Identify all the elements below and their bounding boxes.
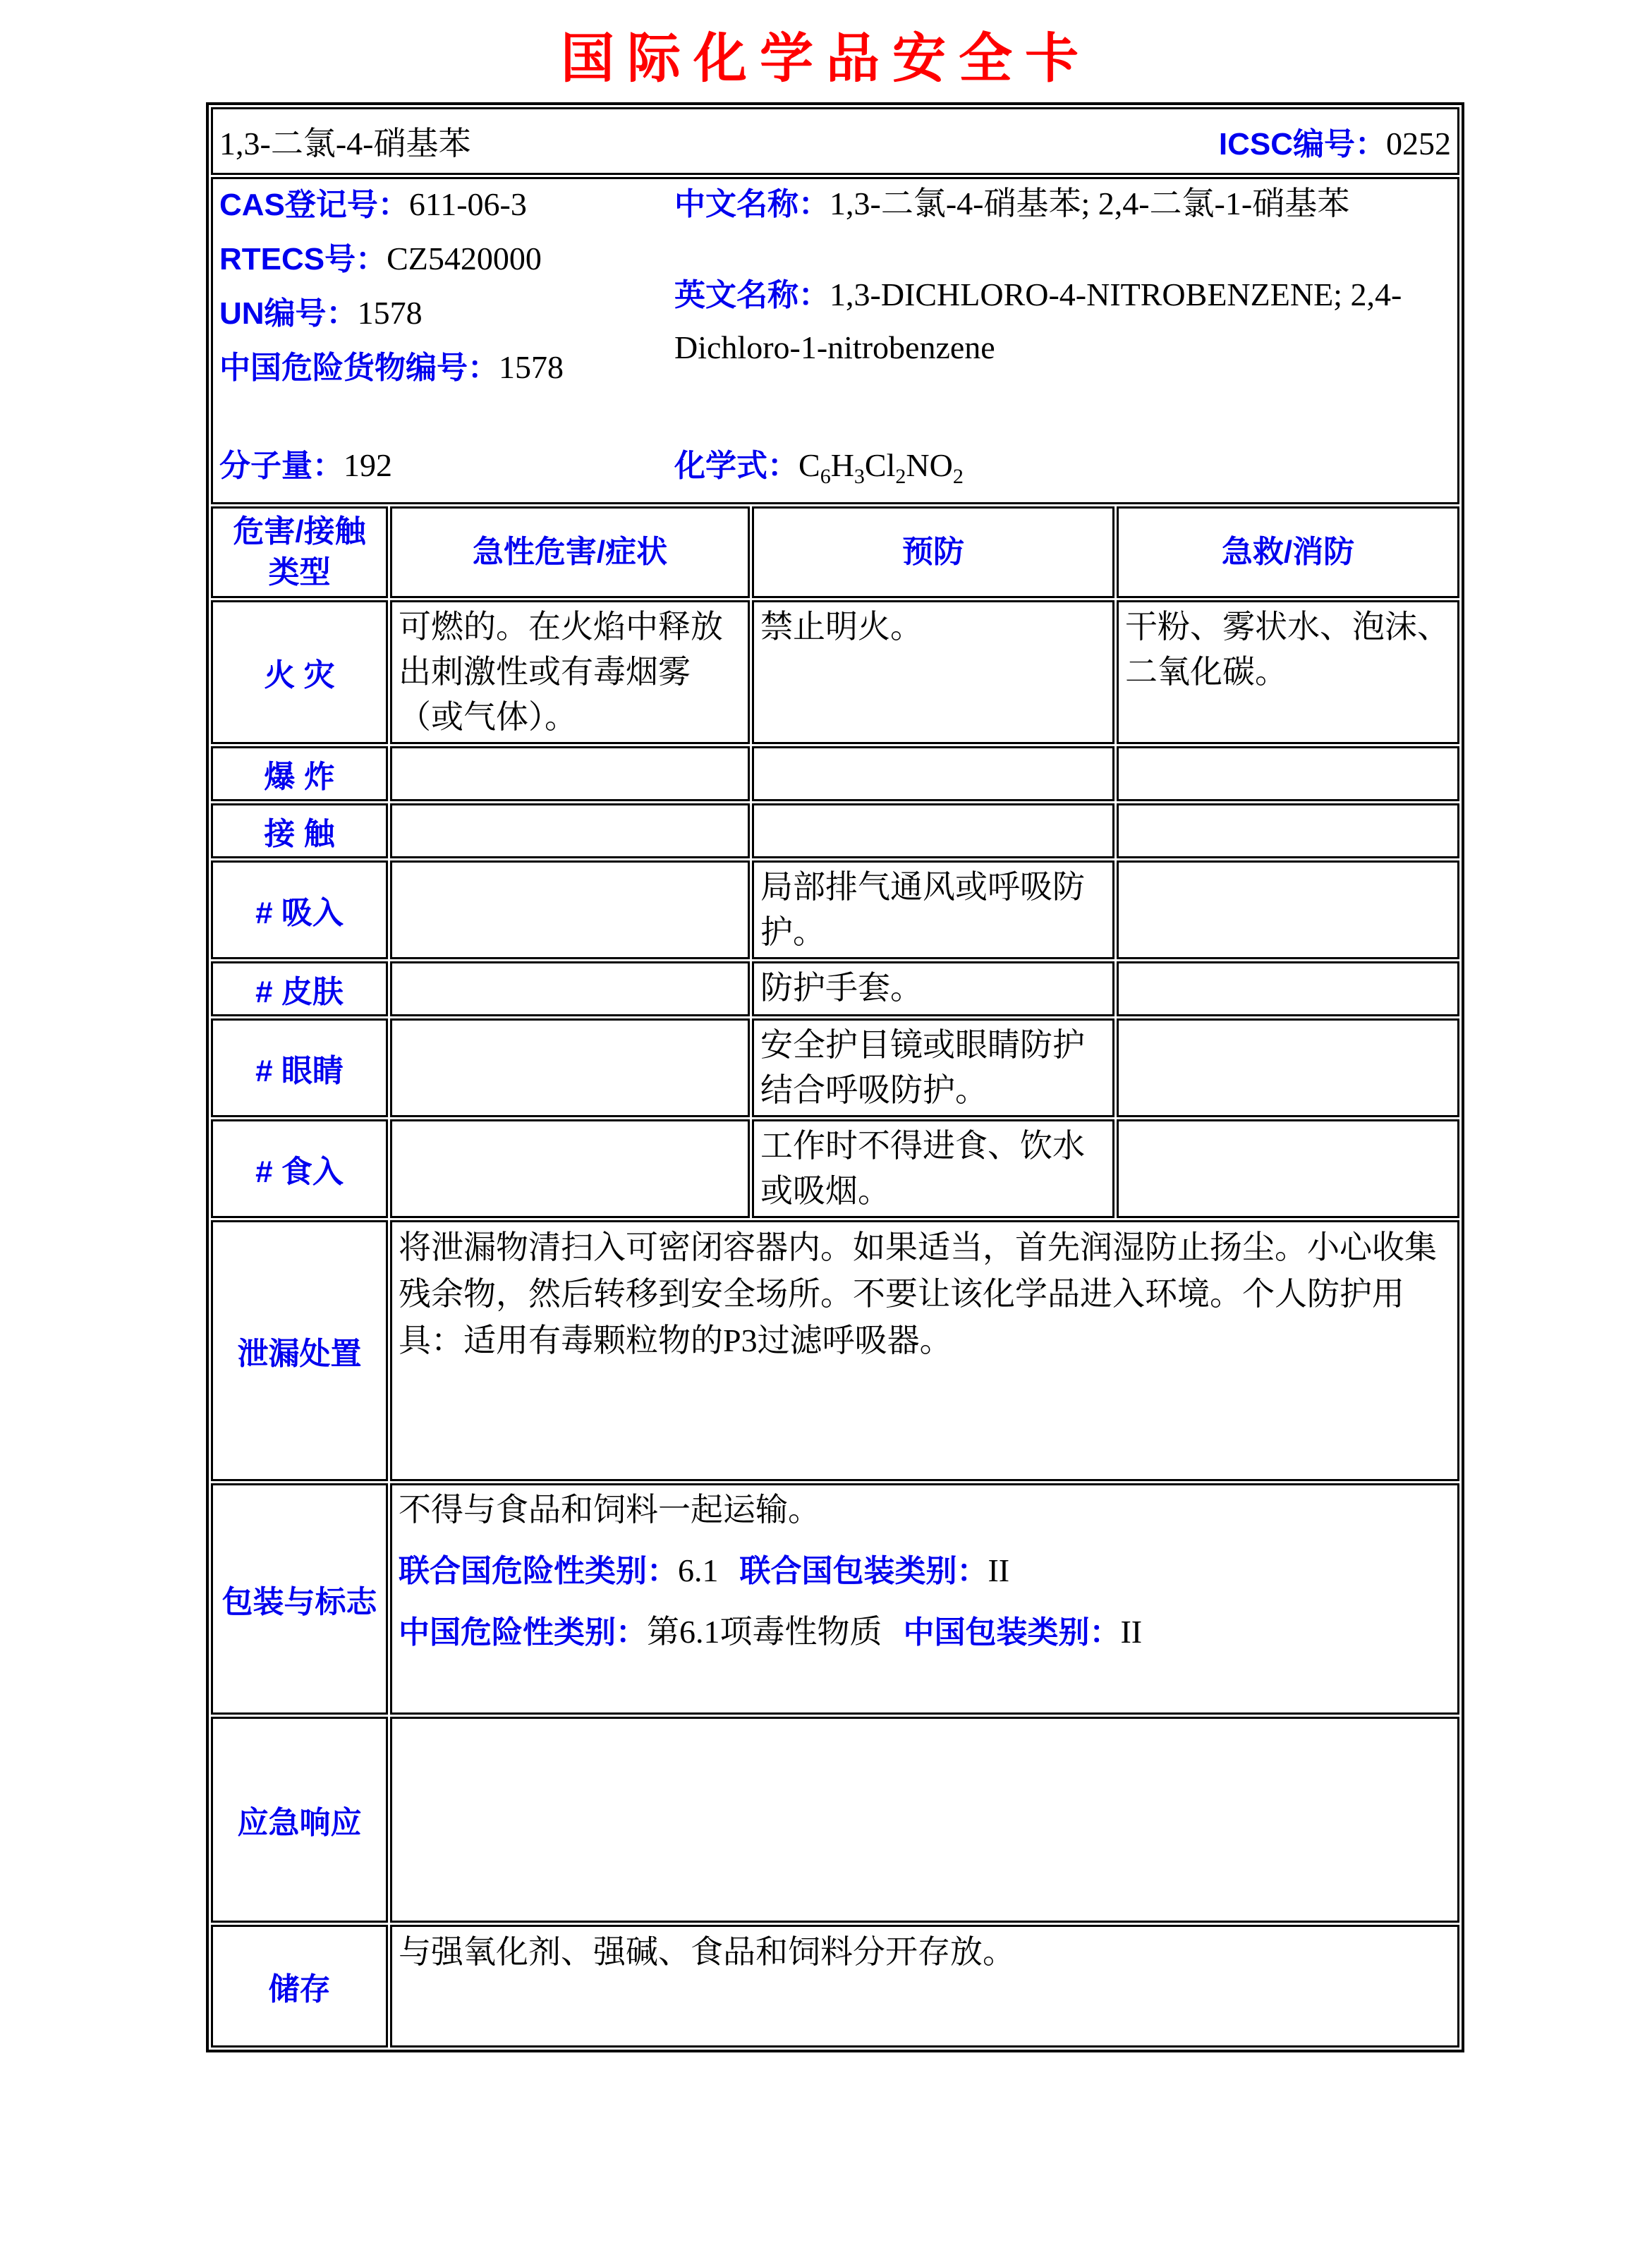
chemical-formula: [674, 440, 1451, 496]
storage-content-cell: 与强氧化剂、强碱、食品和饲料分开存放。: [390, 1925, 1459, 2048]
cas-number: [219, 181, 674, 236]
hazard-row-exposure: [211, 803, 1459, 858]
skin-response-cell: [1117, 961, 1459, 1016]
eyes-label-cell: # 眼睛: [211, 1018, 388, 1117]
hazard-row-fire: [211, 600, 1459, 744]
column-header-row: [211, 506, 1459, 598]
cas-value: 611-06-3: [408, 186, 527, 222]
un-pack-group-value: II: [988, 1552, 1010, 1588]
skin-symptoms-cell: [390, 961, 750, 1016]
cn-hazard-class-value: 第6.1项毒性物质: [646, 1614, 882, 1650]
cn-hazard-class-label: 中国危险性类别：: [398, 1615, 647, 1650]
un-pack-group-label: 联合国包装类别：: [739, 1554, 988, 1588]
col-header-symptoms: 急性危害/症状: [390, 506, 750, 598]
china-dg-number: [219, 344, 674, 398]
inhalation-symptoms-cell: [390, 860, 750, 959]
section-row-packaging: [211, 1483, 1459, 1715]
chinese-name: [674, 181, 1451, 234]
hazard-row-ingestion: [211, 1119, 1459, 1218]
molecular-weight-label: 分子量：: [219, 448, 344, 483]
packaging-transport-note: 不得与食品和饲料一起运输。: [398, 1492, 820, 1528]
fire-prevention-cell: 禁止明火。: [752, 600, 1115, 744]
explosion-symptoms-cell: [390, 746, 750, 801]
hazard-row-inhalation: [211, 860, 1459, 959]
cas-label: CAS登记号：: [219, 188, 409, 222]
spill-label-cell: 泄漏处置: [211, 1220, 388, 1481]
packaging-cn-line: [399, 1610, 1451, 1655]
chemical-formula-label: 化学式：: [674, 448, 798, 483]
english-name: [674, 272, 1451, 378]
inhalation-label-cell: # 吸入: [211, 860, 388, 959]
exposure-symptoms-cell: [390, 803, 750, 858]
identity-row: [211, 177, 1459, 504]
hazard-row-explosion: [211, 746, 1459, 801]
explosion-label-cell: 爆 炸: [211, 746, 388, 801]
col-header-response: 急救/消防: [1117, 506, 1459, 598]
card-header-cell: [211, 107, 1459, 175]
names-block: [674, 181, 1451, 440]
ingestion-prevention-cell: 工作时不得进食、饮水或吸烟。: [752, 1119, 1115, 1218]
section-row-emergency: [211, 1717, 1459, 1923]
icsc-value: 0252: [1386, 126, 1451, 162]
col-header-prevention: 预防: [752, 506, 1115, 598]
packaging-label-cell: 包装与标志: [211, 1483, 388, 1715]
section-row-spill: [211, 1220, 1459, 1481]
rtecs-number: [219, 236, 674, 290]
identity-cell: [211, 177, 1459, 504]
ingestion-symptoms-cell: [390, 1119, 750, 1218]
fire-symptoms-cell: 可燃的。在火焰中释放出刺激性或有毒烟雾（或气体）。: [390, 600, 750, 744]
ingestion-response-cell: [1117, 1119, 1459, 1218]
eyes-response-cell: [1117, 1018, 1459, 1117]
un-number: [219, 290, 674, 344]
un-label: UN编号：: [219, 296, 358, 331]
fire-label-cell: 火 灾: [211, 600, 388, 744]
card-header-row: [211, 107, 1459, 175]
china-dg-label: 中国危险货物编号：: [219, 351, 499, 385]
explosion-response-cell: [1117, 746, 1459, 801]
identifier-block: [219, 181, 674, 440]
chinese-name-label: 中文名称：: [674, 187, 830, 221]
storage-label-cell: 储存: [211, 1925, 388, 2048]
english-name-label: 英文名称：: [674, 278, 830, 312]
skin-label-cell: # 皮肤: [211, 961, 388, 1016]
eyes-prevention-cell: 安全护目镜或眼睛防护结合呼吸防护。: [752, 1018, 1115, 1117]
un-hazard-class-label: 联合国危险性类别：: [398, 1554, 678, 1588]
cn-pack-group-label: 中国包装类别：: [903, 1615, 1121, 1650]
cn-pack-group-value: II: [1120, 1614, 1143, 1650]
chinese-name-value: 1,3-二氯-4-硝基苯; 2,4-二氯-1-硝基苯: [830, 185, 1350, 221]
rtecs-label: RTECS号：: [219, 242, 387, 276]
english-name-value: 1,3-DICHLORO-4-NITROBENZENE; 2,4-Dichloro-1-nitrobenzene: [674, 276, 1402, 365]
inhalation-response-cell: [1117, 860, 1459, 959]
un-hazard-class-value: 6.1: [677, 1552, 719, 1588]
icsc-number-group: [1219, 118, 1451, 164]
inhalation-prevention-cell: 局部排气通风或呼吸防护。: [752, 860, 1115, 959]
rtecs-value: CZ5420000: [387, 241, 542, 276]
emergency-label-cell: 应急响应: [211, 1717, 388, 1923]
ingestion-label-cell: # 食入: [211, 1119, 388, 1218]
eyes-symptoms-cell: [390, 1018, 750, 1117]
molecular-weight: [219, 440, 674, 496]
section-row-storage: [211, 1925, 1459, 2048]
emergency-content-cell: [390, 1717, 1459, 1923]
icsc-label: ICSC编号：: [1218, 127, 1386, 162]
exposure-prevention-cell: [752, 803, 1115, 858]
china-dg-value: 1578: [499, 349, 564, 385]
spill-content-cell: 将泄漏物清扫入可密闭容器内。如果适当，首先润湿防止扬尘。小心收集残余物，然后转移到安全场所。不要让该化学品进入环境。个人防护用具：适用有毒颗粒物的P3过滤呼吸器。: [390, 1220, 1459, 1481]
packaging-content-cell: [390, 1483, 1459, 1715]
molecular-weight-value: 192: [344, 446, 392, 483]
exposure-response-cell: [1117, 803, 1459, 858]
skin-prevention-cell: 防护手套。: [752, 961, 1115, 1016]
packaging-un-line: [399, 1548, 1451, 1594]
explosion-prevention-cell: [752, 746, 1115, 801]
col-header-hazard-type: 危害/接触类型: [211, 506, 388, 598]
page-title: 国际化学品安全卡: [561, 30, 1091, 89]
exposure-label-cell: 接 触: [211, 803, 388, 858]
chemical-formula-value: $C_6H_3Cl_2NO_2$: [798, 446, 964, 488]
un-value: 1578: [357, 295, 423, 331]
hazard-row-skin: [211, 961, 1459, 1016]
chemical-name: 1,3-二氯-4-硝基苯: [219, 126, 471, 162]
safety-card-table: [206, 102, 1464, 2052]
hazard-row-eyes: [211, 1018, 1459, 1117]
fire-response-cell: 干粉、雾状水、泡沫、二氧化碳。: [1117, 600, 1459, 744]
